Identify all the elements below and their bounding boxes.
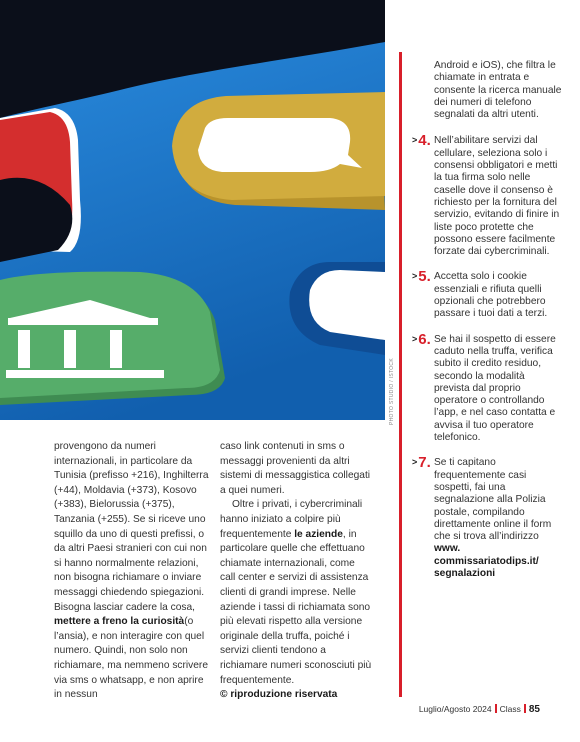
tip-number: >4. (412, 132, 431, 150)
col1-text: provengono da numeri internazionali, in particolare da Tunisia (prefisso +216), Inghilterra (+44), Moldavia (+373), Kosovo (+383), Bielorussia (+375), Tanzania (+255). Se si riceve uno squillo da uno di questi prefissi, o da altri Paesi stranieri con cui non si hanno normalmente relazioni, non bisogna richiamare o inviare messaggi chiedendo spiegazioni. Bisogna lasciar cadere la cosa, (54, 441, 209, 613)
col2-paragraph-1: caso link contenuti in sms o messaggi provenienti da altri sistemi di messaggistica collegati a quei numeri. (220, 441, 371, 496)
tip-7 (412, 454, 562, 580)
tip-text: Nell’abilitare servizi dal cellulare, seleziona solo i consensi obbligatori e metti la tua firma solo nelle caselle dove il consenso è richiesto per la fornitura del servizio, evitando di finire in liste poco protette che possono essere facilmente forzate dai cybercriminali. (434, 135, 560, 258)
tip-4 (412, 132, 562, 258)
sidebar-rule (399, 52, 402, 697)
tip-number: >6. (412, 330, 431, 348)
arrow-icon: > (412, 333, 418, 344)
page-number: 85 (528, 704, 540, 715)
article-illustration (0, 0, 385, 420)
tip-text: Accetta solo i cookie essenziali e rifiuta quelli opzionali che potrebbero passare i tuoi dati a terzi. (434, 271, 548, 320)
copyright-text: © riproduzione riservata (220, 689, 338, 701)
tip-text: Se ti capitano frequentemente casi sospetti, fai una segnalazione alla Polizia postale, compilando direttamente online il form che si trova all’indirizzo (434, 457, 552, 543)
tip-6 (412, 330, 562, 445)
tip-3-continued: Android e iOS), che filtra le chiamate in entrata e consente la ricerca manuale dei numeri di telefono segnalati da altri utenti. (434, 60, 562, 121)
arrow-icon: > (412, 271, 418, 282)
chat-bubble-icon (172, 92, 385, 210)
arrow-icon: > (412, 457, 418, 468)
col1-paragraph (54, 440, 210, 703)
tips-sidebar (412, 60, 562, 593)
hand (0, 108, 81, 262)
magazine-name: Class (499, 704, 521, 714)
illustration-svg (0, 0, 385, 420)
tip-text: Se hai il sospetto di essere caduto nella truffa, verifica subito il credito residuo, secondo la modalità prevista dal proprio operatore o controllando l’app, e nel caso contatta e avvisa il tuo operatore telefonico. (434, 333, 556, 444)
report-url-link[interactable]: www. commissariatodips.it/ segnalazioni (434, 543, 539, 579)
col2-emphasis: le aziende (294, 528, 343, 540)
page-footer (419, 704, 540, 715)
body-column-2 (220, 440, 372, 703)
tip-number: >5. (412, 268, 431, 286)
tip-5 (412, 268, 562, 320)
col1-text-end: (o l’ansia), e non interagire con quel numero. Quindi, non solo non richiamare, ma nemmeno scrivere via sms o whatsapp, e non aprire in nessun (54, 616, 208, 701)
col1-emphasis: mettere a freno la curiosità (54, 616, 185, 628)
footer-divider (524, 704, 526, 713)
bank-icon (0, 272, 225, 405)
copyright-line (220, 688, 372, 703)
col2-text: Oltre i privati, i cybercriminali hanno iniziato a colpire più frequentemente (220, 499, 363, 540)
arrow-icon: > (412, 135, 418, 146)
photo-credit: PHOTO STUDIO / ISTOCK (389, 358, 395, 425)
body-column-1 (54, 440, 210, 703)
footer-divider (495, 704, 497, 713)
col2-text-end: , in particolare quelle che effettuano chiamate internazionali, come call center e servizi di assistenza clienti di grandi imprese. Nelle aziende i tassi di richiamata sono più elevati rispetto alla versione originale della truffa, poiché i servizi clienti tendono a richiamare numeri sconosciuti più frequentemente. (220, 528, 372, 686)
col2-paragraph-2 (220, 498, 372, 688)
issue-date: Luglio/Agosto 2024 (418, 704, 492, 714)
tip-number: >7. (412, 454, 431, 472)
